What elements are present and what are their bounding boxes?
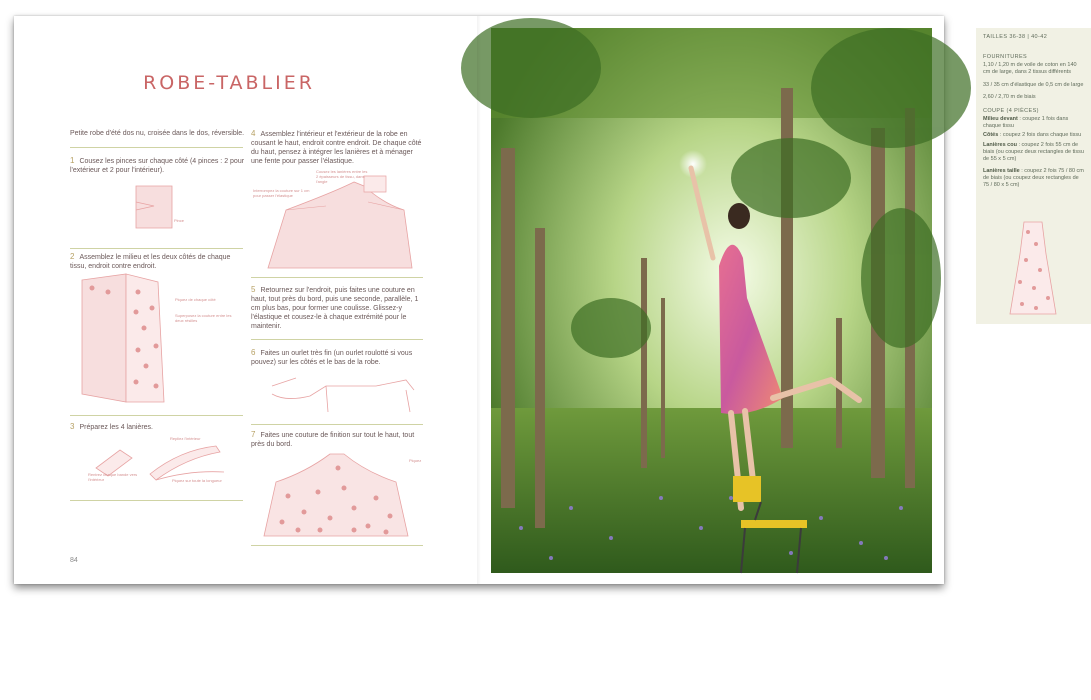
divider (251, 339, 423, 340)
step-1 (70, 156, 245, 175)
forest-photo (491, 28, 932, 573)
supply-item: 33 / 35 cm d'élastique de 0,5 cm de large (983, 82, 1084, 88)
diagram-label: Cousez les lanières entre les 2 épaisseurs de tissu, dans l'angle (316, 169, 368, 184)
divider (70, 500, 243, 501)
step-number: 7 (251, 430, 256, 439)
left-page (14, 16, 479, 584)
diagram-label: Pince (174, 218, 185, 223)
cut-heading: COUPE (4 PIÈCES) (983, 108, 1039, 114)
bodice-diagram (264, 170, 414, 274)
step-4 (251, 129, 425, 166)
step-7 (251, 430, 425, 449)
diagram-label: Piquez de chaque côté (175, 297, 216, 302)
diagram-label: Superposez la couture entre les deux résilles (175, 313, 232, 323)
page-title: ROBE-TABLIER (143, 72, 315, 94)
info-panel (976, 28, 1091, 324)
step-text: Cousez les pinces sur chaque côté (4 pinces : 2 pour l'extérieur et 2 pour l'intérieur). (70, 158, 245, 174)
hem-diagram (266, 372, 426, 416)
cut-item: Lanières cou : coupez 2 fois 55 cm de biais (ou coupez deux rectangles de tissu de 55 x 5 cm) (983, 142, 1084, 162)
pince-diagram (132, 184, 222, 230)
divider (70, 248, 243, 249)
step-number: 5 (251, 285, 256, 294)
page-number: 84 (70, 557, 78, 564)
step-number: 3 (70, 422, 75, 431)
step-text: Assemblez le milieu et les deux côtés de chaque tissu, endroit contre endroit. (70, 254, 231, 270)
step-text: Faites une couture de finition sur tout le haut, tout près du bord. (251, 432, 415, 448)
step-number: 1 (70, 156, 75, 165)
step-6 (251, 348, 425, 367)
supply-item: 1,10 / 1,20 m de voile de coton en 140 cm de large, dans 2 tissus différents (983, 62, 1077, 75)
photo-illustration (491, 28, 932, 573)
diagram-label: Piquez (409, 458, 422, 463)
right-page (479, 16, 1084, 584)
assembly-diagram (78, 272, 188, 408)
divider (70, 415, 243, 416)
diagram-label: Piquez sur toute la longueur (172, 478, 222, 483)
step-text: Faites un ourlet très fin (un ourlet roulotté si vous pouvez) sur les côtés et le bas de la robe. (251, 350, 413, 366)
diagram-label: Interrompez la couture sur 1 cm pour passer l'élastique (253, 188, 310, 198)
book-spread (14, 16, 1084, 584)
book-gutter (477, 16, 481, 584)
divider (251, 424, 423, 425)
step-text: Assemblez l'intérieur et l'extérieur de la robe en cousant le haut, endroit contre endroit. De chaque côté du haut, pensez à intégrer les lanières et à ménager une fente pour passer l'élastique. (251, 131, 422, 165)
step-text: Préparez les 4 lanières. (79, 424, 153, 431)
divider (70, 147, 243, 148)
step-text: Retournez sur l'endroit, puis faites une couture en haut, tout près du bord, puis une seconde, parallèle, 1 cm plus bas, pour former une coulisse. Glissez-y l'élastique et cousez-le à chaque extrémité pour le maintenir. (251, 287, 419, 330)
divider (251, 277, 423, 278)
cut-item: Lanières taille : coupez 2 fois 75 / 80 cm de biais (ou coupez deux rectangles de 75 / 80 x 5 cm) (983, 168, 1084, 188)
sizes: TAILLES 36-38 | 40-42 (983, 34, 1048, 40)
diagram-label: Repliez l'intérieur (170, 436, 201, 441)
diagram-label: Rentrez chaque bande vers l'intérieur (88, 472, 138, 482)
cut-item: Milieu devant : coupez 1 fois dans chaque tissu (983, 116, 1069, 129)
supplies-heading: FOURNITURES (983, 54, 1028, 60)
step-3 (70, 422, 245, 432)
intro-text: Petite robe d'été dos nu, croisée dans le dos, réversible. (70, 130, 245, 137)
dress-pattern-thumbnail (1006, 218, 1060, 318)
straps-diagram (90, 440, 240, 492)
step-2 (70, 252, 245, 271)
divider (251, 545, 423, 546)
step-number: 4 (251, 129, 256, 138)
finished-dress-diagram (258, 448, 414, 540)
cut-item: Côtés : coupez 2 fois dans chaque tissu (983, 132, 1082, 138)
step-5 (251, 285, 425, 331)
step-number: 6 (251, 348, 256, 357)
supply-item: 2,60 / 2,70 m de biais (983, 94, 1036, 100)
step-number: 2 (70, 252, 75, 261)
